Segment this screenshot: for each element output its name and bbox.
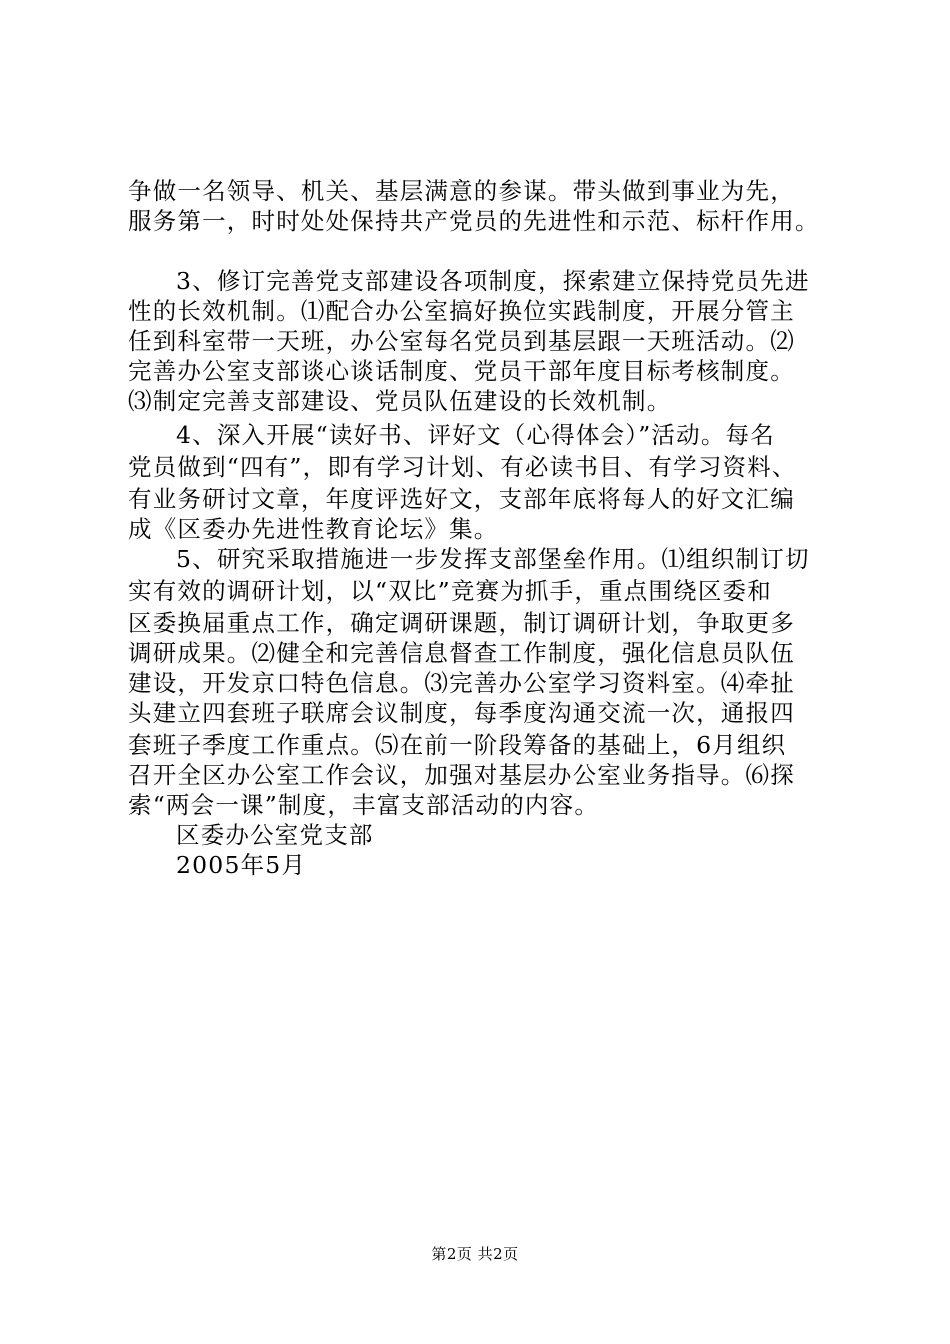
body-line-3: 3、修订完善党支部建设各项制度，探索建立保持党员先进 [176, 267, 810, 295]
body-line-14: 区委换届重点工作，确定调研课题，制订调研计划，争取更多 [128, 609, 795, 637]
body-line-1: 争做一名领导、机关、基层满意的参谋。带头做到事业为先， [128, 177, 795, 205]
body-line-9: 党员做到“四有”，即有学习计划、有必读书目、有学习资料、 [128, 453, 797, 481]
signature-org: 区委办公室党支部 [176, 821, 374, 849]
body-line-5: 任到科室带一天班，办公室每名党员到基层跟一天班活动。⑵ [128, 327, 795, 355]
body-line-18: 套班子季度工作重点。⑸在前一阶段筹备的基础上，6月组织 [128, 731, 787, 759]
body-line-17: 头建立四套班子联席会议制度，每季度沟通交流一次，通报四 [128, 699, 795, 727]
body-line-4: 性的长效机制。⑴配合办公室搞好换位实践制度，开展分管主 [128, 297, 795, 325]
body-line-8: 4、深入开展“读好书、评好文（心得体会）”活动。每名 [176, 421, 775, 449]
body-line-2: 服务第一，时时处处保持共产党员的先进性和示范、标杆作用。 [128, 207, 820, 235]
signature-date: 2005年5月 [176, 851, 307, 879]
body-line-19: 召开全区办公室工作会议，加强对基层办公室业务指导。⑹探 [128, 761, 795, 789]
body-line-6: 完善办公室支部谈心谈话制度、党员干部年度目标考核制度。 [128, 357, 795, 385]
body-line-20: 索“两会一课”制度，丰富支部活动的内容。 [128, 791, 600, 819]
body-line-16: 建设，开发京口特色信息。⑶完善办公室学习资料室。⑷牵扯 [128, 669, 795, 697]
body-line-7: ⑶制定完善支部建设、党员队伍建设的长效机制。 [128, 387, 672, 415]
body-line-13: 实有效的调研计划，以“双比”竞赛为抓手，重点围绕区委和 [128, 577, 772, 605]
page-indicator: 第2页 共2页 [431, 1245, 519, 1263]
body-line-11: 成《区委办先进性教育论坛》集。 [128, 515, 499, 543]
body-line-15: 调研成果。⑵健全和完善信息督查工作制度，强化信息员队伍 [128, 639, 795, 667]
body-line-12: 5、研究采取措施进一步发挥支部堡垒作用。⑴组织制订切 [176, 545, 810, 573]
body-line-10: 有业务研讨文章，年度评选好文，支部年底将每人的好文汇编 [128, 485, 795, 513]
